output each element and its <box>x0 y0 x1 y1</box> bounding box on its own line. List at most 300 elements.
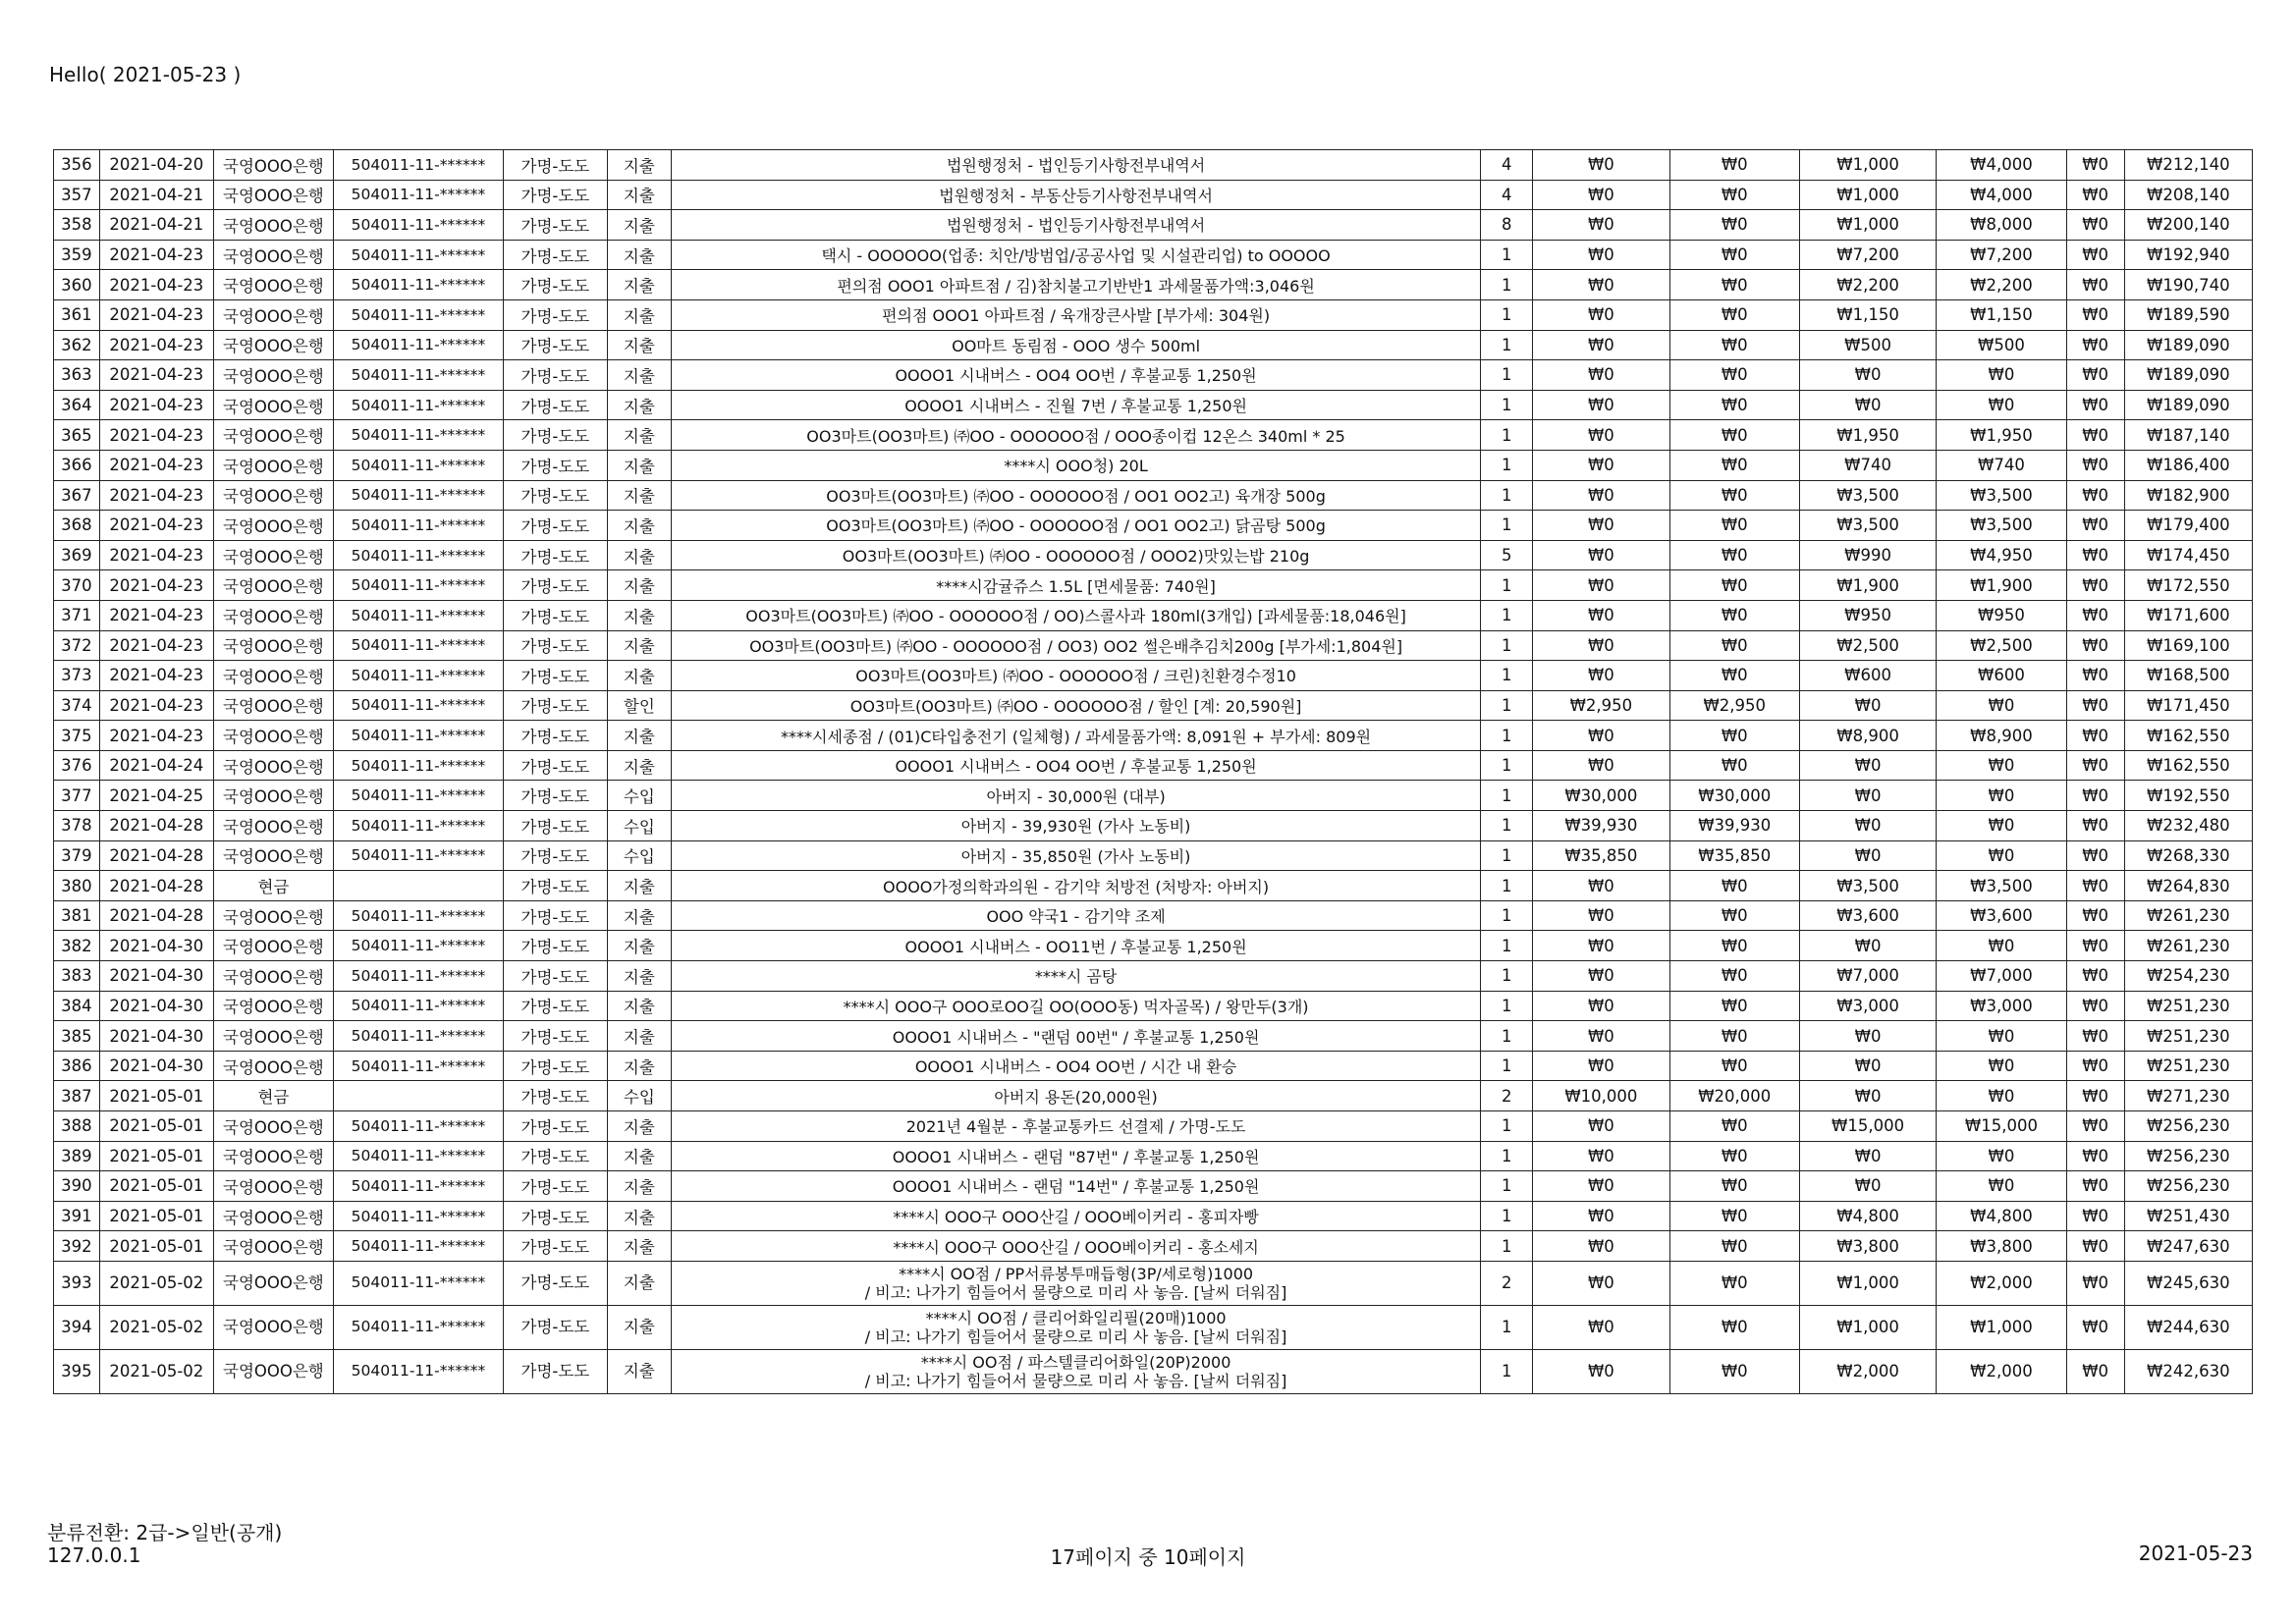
cell-type: 지출 <box>607 180 671 210</box>
cell-bank: 국영OOO은행 <box>213 781 333 811</box>
cell-expense-unit: ₩0 <box>1799 1171 1936 1202</box>
cell-expense-total: ₩4,800 <box>1937 1201 2066 1231</box>
cell-type: 지출 <box>607 240 671 270</box>
cell-row-number: 388 <box>54 1111 100 1142</box>
cell-bank: 국영OOO은행 <box>213 600 333 630</box>
cell-date: 2021-04-23 <box>99 240 213 270</box>
cell-quantity: 1 <box>1481 1349 1533 1393</box>
cell-income-unit: ₩10,000 <box>1533 1081 1669 1111</box>
cell-row-number: 377 <box>54 781 100 811</box>
cell-balance: ₩171,450 <box>2124 690 2252 721</box>
cell-date: 2021-04-23 <box>99 480 213 511</box>
cell-quantity: 1 <box>1481 450 1533 480</box>
cell-income-unit: ₩0 <box>1533 1141 1669 1171</box>
cell-type: 지출 <box>607 1349 671 1393</box>
cell-balance: ₩244,630 <box>2124 1305 2252 1349</box>
cell-bank: 국영OOO은행 <box>213 330 333 360</box>
cell-quantity: 8 <box>1481 210 1533 241</box>
cell-balance: ₩261,230 <box>2124 931 2252 961</box>
cell-date: 2021-04-20 <box>99 150 213 181</box>
cell-type: 지출 <box>607 721 671 751</box>
cell-type: 지출 <box>607 330 671 360</box>
cell-row-number: 364 <box>54 390 100 420</box>
cell-income-unit: ₩0 <box>1533 150 1669 181</box>
cell-adjustment: ₩0 <box>2066 661 2124 691</box>
table-row <box>54 180 2253 210</box>
cell-expense-unit: ₩990 <box>1799 540 1936 570</box>
cell-balance: ₩189,090 <box>2124 330 2252 360</box>
cell-type: 지출 <box>607 450 671 480</box>
classification-label: 분류전환: 2급->일반(공개) <box>47 1521 283 1544</box>
cell-quantity: 1 <box>1481 390 1533 420</box>
table-row <box>54 1111 2253 1142</box>
cell-expense-unit: ₩600 <box>1799 661 1936 691</box>
cell-description: 아버지 - 39,930원 (가사 노동비) <box>671 811 1480 841</box>
table-row <box>54 240 2253 270</box>
cell-income-unit: ₩0 <box>1533 450 1669 480</box>
cell-account: 504011-11-****** <box>333 299 503 330</box>
table-row <box>54 480 2253 511</box>
cell-expense-unit: ₩500 <box>1799 330 1936 360</box>
cell-name: 가명-도도 <box>503 811 607 841</box>
cell-account: 504011-11-****** <box>333 511 503 541</box>
cell-expense-total: ₩3,800 <box>1937 1231 2066 1262</box>
cell-bank: 국영OOO은행 <box>213 420 333 451</box>
table-row <box>54 570 2253 601</box>
cell-income-total: ₩0 <box>1669 210 1799 241</box>
cell-type: 수입 <box>607 811 671 841</box>
cell-income-total: ₩0 <box>1669 871 1799 901</box>
cell-quantity: 1 <box>1481 1305 1533 1349</box>
cell-type: 지출 <box>607 1231 671 1262</box>
cell-type: 지출 <box>607 480 671 511</box>
cell-income-total: ₩0 <box>1669 1111 1799 1142</box>
cell-expense-unit: ₩15,000 <box>1799 1111 1936 1142</box>
cell-expense-total: ₩0 <box>1937 781 2066 811</box>
cell-expense-total: ₩8,000 <box>1937 210 2066 241</box>
cell-expense-unit: ₩3,000 <box>1799 991 1936 1021</box>
cell-bank: 현금 <box>213 1081 333 1111</box>
cell-expense-unit: ₩0 <box>1799 840 1936 871</box>
cell-description: OOOO1 시내버스 - OO11번 / 후불교통 1,250원 <box>671 931 1480 961</box>
cell-quantity: 1 <box>1481 270 1533 300</box>
cell-adjustment: ₩0 <box>2066 270 2124 300</box>
cell-balance: ₩189,090 <box>2124 360 2252 391</box>
cell-income-unit: ₩0 <box>1533 991 1669 1021</box>
cell-row-number: 389 <box>54 1141 100 1171</box>
cell-adjustment: ₩0 <box>2066 630 2124 661</box>
cell-type: 수입 <box>607 781 671 811</box>
cell-quantity: 1 <box>1481 420 1533 451</box>
cell-row-number: 356 <box>54 150 100 181</box>
cell-balance: ₩251,230 <box>2124 1021 2252 1052</box>
cell-balance: ₩190,740 <box>2124 270 2252 300</box>
cell-income-unit: ₩30,000 <box>1533 781 1669 811</box>
cell-type: 지출 <box>607 390 671 420</box>
cell-name: 가명-도도 <box>503 1349 607 1393</box>
cell-bank: 국영OOO은행 <box>213 1021 333 1052</box>
cell-account: 504011-11-****** <box>333 480 503 511</box>
cell-date: 2021-04-23 <box>99 540 213 570</box>
cell-balance: ₩192,550 <box>2124 781 2252 811</box>
cell-adjustment: ₩0 <box>2066 1171 2124 1202</box>
cell-quantity: 1 <box>1481 360 1533 391</box>
cell-account: 504011-11-****** <box>333 330 503 360</box>
cell-quantity: 1 <box>1481 630 1533 661</box>
cell-adjustment: ₩0 <box>2066 1201 2124 1231</box>
cell-date: 2021-05-01 <box>99 1141 213 1171</box>
cell-expense-total: ₩15,000 <box>1937 1111 2066 1142</box>
cell-income-total: ₩0 <box>1669 931 1799 961</box>
cell-account: 504011-11-****** <box>333 690 503 721</box>
cell-date: 2021-04-23 <box>99 360 213 391</box>
cell-balance: ₩251,230 <box>2124 991 2252 1021</box>
cell-quantity: 2 <box>1481 1261 1533 1305</box>
cell-quantity: 1 <box>1481 1231 1533 1262</box>
cell-expense-total: ₩3,500 <box>1937 511 2066 541</box>
cell-type: 지출 <box>607 991 671 1021</box>
table-row <box>54 1051 2253 1081</box>
cell-date: 2021-04-30 <box>99 991 213 1021</box>
cell-income-unit: ₩0 <box>1533 900 1669 931</box>
cell-adjustment: ₩0 <box>2066 511 2124 541</box>
cell-adjustment: ₩0 <box>2066 1051 2124 1081</box>
cell-adjustment: ₩0 <box>2066 690 2124 721</box>
cell-income-unit: ₩0 <box>1533 750 1669 781</box>
cell-name: 가명-도도 <box>503 690 607 721</box>
cell-expense-unit: ₩1,000 <box>1799 210 1936 241</box>
cell-income-unit: ₩0 <box>1533 630 1669 661</box>
cell-expense-total: ₩950 <box>1937 600 2066 630</box>
cell-row-number: 368 <box>54 511 100 541</box>
cell-balance: ₩271,230 <box>2124 1081 2252 1111</box>
cell-balance: ₩200,140 <box>2124 210 2252 241</box>
table-row <box>54 600 2253 630</box>
cell-description: ****시 OO점 / PP서류봉투매듭형(3P/세로형)1000 / 비고: 나가기 힘들어서 물량으로 미리 사 놓음. [날씨 더워짐] <box>671 1261 1480 1305</box>
cell-expense-unit: ₩0 <box>1799 1141 1936 1171</box>
cell-balance: ₩251,430 <box>2124 1201 2252 1231</box>
cell-account: 504011-11-****** <box>333 360 503 391</box>
cell-account: 504011-11-****** <box>333 900 503 931</box>
cell-income-total: ₩0 <box>1669 630 1799 661</box>
cell-expense-unit: ₩7,200 <box>1799 240 1936 270</box>
cell-expense-unit: ₩740 <box>1799 450 1936 480</box>
cell-income-total: ₩0 <box>1669 480 1799 511</box>
cell-type: 지출 <box>607 961 671 992</box>
cell-balance: ₩232,480 <box>2124 811 2252 841</box>
cell-income-unit: ₩2,950 <box>1533 690 1669 721</box>
cell-balance: ₩264,830 <box>2124 871 2252 901</box>
cell-expense-unit: ₩1,000 <box>1799 1305 1936 1349</box>
cell-type: 지출 <box>607 871 671 901</box>
cell-date: 2021-04-23 <box>99 721 213 751</box>
cell-name: 가명-도도 <box>503 570 607 601</box>
cell-row-number: 359 <box>54 240 100 270</box>
cell-balance: ₩192,940 <box>2124 240 2252 270</box>
cell-account: 504011-11-****** <box>333 540 503 570</box>
cell-expense-total: ₩4,000 <box>1937 180 2066 210</box>
cell-income-total: ₩35,850 <box>1669 840 1799 871</box>
cell-balance: ₩186,400 <box>2124 450 2252 480</box>
cell-expense-total: ₩740 <box>1937 450 2066 480</box>
cell-account: 504011-11-****** <box>333 1051 503 1081</box>
cell-date: 2021-04-23 <box>99 330 213 360</box>
cell-balance: ₩212,140 <box>2124 150 2252 181</box>
cell-income-total: ₩30,000 <box>1669 781 1799 811</box>
cell-name: 가명-도도 <box>503 1201 607 1231</box>
cell-account: 504011-11-****** <box>333 570 503 601</box>
cell-row-number: 375 <box>54 721 100 751</box>
cell-account: 504011-11-****** <box>333 150 503 181</box>
cell-balance: ₩168,500 <box>2124 661 2252 691</box>
cell-row-number: 358 <box>54 210 100 241</box>
cell-income-unit: ₩0 <box>1533 1051 1669 1081</box>
cell-type: 지출 <box>607 661 671 691</box>
cell-row-number: 369 <box>54 540 100 570</box>
cell-name: 가명-도도 <box>503 1231 607 1262</box>
cell-account: 504011-11-****** <box>333 1021 503 1052</box>
cell-type: 지출 <box>607 299 671 330</box>
cell-type: 지출 <box>607 750 671 781</box>
cell-description: 아버지 - 35,850원 (가사 노동비) <box>671 840 1480 871</box>
cell-name: 가명-도도 <box>503 840 607 871</box>
cell-income-total: ₩0 <box>1669 390 1799 420</box>
cell-income-unit: ₩0 <box>1533 661 1669 691</box>
cell-date: 2021-04-23 <box>99 299 213 330</box>
cell-account: 504011-11-****** <box>333 1261 503 1305</box>
cell-balance: ₩162,550 <box>2124 750 2252 781</box>
cell-date: 2021-04-23 <box>99 630 213 661</box>
cell-income-total: ₩39,930 <box>1669 811 1799 841</box>
cell-income-unit: ₩0 <box>1533 299 1669 330</box>
cell-account: 504011-11-****** <box>333 1111 503 1142</box>
table-row <box>54 1081 2253 1111</box>
cell-expense-unit: ₩3,500 <box>1799 871 1936 901</box>
table-row <box>54 210 2253 241</box>
table-row <box>54 871 2253 901</box>
cell-name: 가명-도도 <box>503 991 607 1021</box>
cell-account: 504011-11-****** <box>333 450 503 480</box>
cell-description: OOO 약국1 - 감기약 조제 <box>671 900 1480 931</box>
cell-row-number: 366 <box>54 450 100 480</box>
cell-expense-total: ₩1,950 <box>1937 420 2066 451</box>
cell-adjustment: ₩0 <box>2066 420 2124 451</box>
cell-expense-total: ₩2,000 <box>1937 1349 2066 1393</box>
cell-income-unit: ₩0 <box>1533 390 1669 420</box>
cell-date: 2021-04-30 <box>99 1021 213 1052</box>
cell-expense-total: ₩7,200 <box>1937 240 2066 270</box>
cell-quantity: 5 <box>1481 540 1533 570</box>
table-row <box>54 390 2253 420</box>
cell-description: 법원행정처 - 법인등기사항전부내역서 <box>671 150 1480 181</box>
cell-income-total: ₩0 <box>1669 1261 1799 1305</box>
table-row <box>54 150 2253 181</box>
cell-date: 2021-05-02 <box>99 1261 213 1305</box>
cell-row-number: 387 <box>54 1081 100 1111</box>
cell-expense-total: ₩3,500 <box>1937 480 2066 511</box>
cell-bank: 국영OOO은행 <box>213 180 333 210</box>
cell-bank: 국영OOO은행 <box>213 1261 333 1305</box>
cell-account: 504011-11-****** <box>333 1141 503 1171</box>
cell-income-unit: ₩0 <box>1533 240 1669 270</box>
cell-name: 가명-도도 <box>503 450 607 480</box>
cell-expense-unit: ₩1,000 <box>1799 150 1936 181</box>
cell-income-total: ₩0 <box>1669 511 1799 541</box>
cell-expense-total: ₩0 <box>1937 811 2066 841</box>
cell-income-unit: ₩0 <box>1533 330 1669 360</box>
cell-balance: ₩254,230 <box>2124 961 2252 992</box>
cell-bank: 국영OOO은행 <box>213 1201 333 1231</box>
cell-balance: ₩247,630 <box>2124 1231 2252 1262</box>
cell-name: 가명-도도 <box>503 1081 607 1111</box>
cell-row-number: 367 <box>54 480 100 511</box>
table-row <box>54 1201 2253 1231</box>
ledger-body <box>54 150 2253 1394</box>
cell-quantity: 1 <box>1481 690 1533 721</box>
cell-expense-unit: ₩0 <box>1799 1051 1936 1081</box>
cell-balance: ₩172,550 <box>2124 570 2252 601</box>
cell-type: 지출 <box>607 1201 671 1231</box>
cell-expense-unit: ₩0 <box>1799 1081 1936 1111</box>
cell-quantity: 1 <box>1481 1201 1533 1231</box>
cell-quantity: 1 <box>1481 480 1533 511</box>
cell-income-total: ₩0 <box>1669 450 1799 480</box>
cell-balance: ₩208,140 <box>2124 180 2252 210</box>
cell-account: 504011-11-****** <box>333 781 503 811</box>
cell-income-total: ₩0 <box>1669 1231 1799 1262</box>
cell-adjustment: ₩0 <box>2066 240 2124 270</box>
cell-income-total: ₩0 <box>1669 961 1799 992</box>
cell-type: 지출 <box>607 210 671 241</box>
cell-account: 504011-11-****** <box>333 991 503 1021</box>
cell-quantity: 1 <box>1481 961 1533 992</box>
cell-income-total: ₩0 <box>1669 150 1799 181</box>
cell-balance: ₩261,230 <box>2124 900 2252 931</box>
cell-description: 택시 - OOOOOO(업종: 치안/방범업/공공사업 및 시설관리업) to OOOOO <box>671 240 1480 270</box>
table-row <box>54 360 2253 391</box>
cell-expense-total: ₩4,950 <box>1937 540 2066 570</box>
table-row <box>54 1171 2253 1202</box>
cell-account: 504011-11-****** <box>333 420 503 451</box>
cell-row-number: 374 <box>54 690 100 721</box>
cell-bank: 국영OOO은행 <box>213 750 333 781</box>
cell-adjustment: ₩0 <box>2066 1349 2124 1393</box>
cell-name: 가명-도도 <box>503 270 607 300</box>
cell-row-number: 385 <box>54 1021 100 1052</box>
cell-account: 504011-11-****** <box>333 1231 503 1262</box>
cell-income-total: ₩0 <box>1669 330 1799 360</box>
table-row <box>54 661 2253 691</box>
cell-income-unit: ₩0 <box>1533 180 1669 210</box>
cell-expense-unit: ₩1,000 <box>1799 1261 1936 1305</box>
cell-income-total: ₩0 <box>1669 270 1799 300</box>
cell-account: 504011-11-****** <box>333 961 503 992</box>
cell-account <box>333 871 503 901</box>
cell-description: OOOO1 시내버스 - OO4 OO번 / 시간 내 환승 <box>671 1051 1480 1081</box>
cell-adjustment: ₩0 <box>2066 570 2124 601</box>
cell-bank: 국영OOO은행 <box>213 1111 333 1142</box>
cell-date: 2021-04-24 <box>99 750 213 781</box>
cell-expense-unit: ₩3,600 <box>1799 900 1936 931</box>
cell-income-total: ₩0 <box>1669 991 1799 1021</box>
table-row <box>54 330 2253 360</box>
cell-name: 가명-도도 <box>503 750 607 781</box>
cell-account: 504011-11-****** <box>333 210 503 241</box>
cell-balance: ₩242,630 <box>2124 1349 2252 1393</box>
cell-account: 504011-11-****** <box>333 1171 503 1202</box>
cell-name: 가명-도도 <box>503 210 607 241</box>
cell-type: 지출 <box>607 270 671 300</box>
cell-quantity: 1 <box>1481 840 1533 871</box>
cell-description: ****시 OOO구 OOO산길 / OOO베이커리 - 홍소세지 <box>671 1231 1480 1262</box>
cell-type: 지출 <box>607 1051 671 1081</box>
cell-quantity: 4 <box>1481 180 1533 210</box>
cell-expense-total: ₩0 <box>1937 1051 2066 1081</box>
cell-name: 가명-도도 <box>503 1051 607 1081</box>
cell-name: 가명-도도 <box>503 781 607 811</box>
cell-income-total: ₩0 <box>1669 240 1799 270</box>
cell-bank: 국영OOO은행 <box>213 1051 333 1081</box>
cell-expense-total: ₩600 <box>1937 661 2066 691</box>
cell-account: 504011-11-****** <box>333 811 503 841</box>
cell-bank: 현금 <box>213 871 333 901</box>
cell-type: 지출 <box>607 931 671 961</box>
cell-expense-total: ₩1,150 <box>1937 299 2066 330</box>
cell-row-number: 382 <box>54 931 100 961</box>
cell-quantity: 1 <box>1481 330 1533 360</box>
cell-name: 가명-도도 <box>503 600 607 630</box>
cell-bank: 국영OOO은행 <box>213 390 333 420</box>
cell-type: 지출 <box>607 540 671 570</box>
cell-expense-unit: ₩0 <box>1799 1021 1936 1052</box>
cell-adjustment: ₩0 <box>2066 150 2124 181</box>
cell-row-number: 383 <box>54 961 100 992</box>
table-row <box>54 450 2253 480</box>
cell-income-unit: ₩0 <box>1533 270 1669 300</box>
cell-date: 2021-05-01 <box>99 1231 213 1262</box>
cell-type: 지출 <box>607 1305 671 1349</box>
cell-adjustment: ₩0 <box>2066 871 2124 901</box>
cell-date: 2021-04-23 <box>99 690 213 721</box>
cell-expense-unit: ₩4,800 <box>1799 1201 1936 1231</box>
cell-income-unit: ₩0 <box>1533 931 1669 961</box>
cell-balance: ₩182,900 <box>2124 480 2252 511</box>
cell-income-unit: ₩39,930 <box>1533 811 1669 841</box>
cell-expense-total: ₩3,000 <box>1937 991 2066 1021</box>
cell-income-total: ₩0 <box>1669 1305 1799 1349</box>
cell-date: 2021-04-23 <box>99 420 213 451</box>
cell-date: 2021-04-28 <box>99 840 213 871</box>
cell-expense-unit: ₩1,150 <box>1799 299 1936 330</box>
cell-expense-total: ₩0 <box>1937 840 2066 871</box>
cell-adjustment: ₩0 <box>2066 1305 2124 1349</box>
cell-account: 504011-11-****** <box>333 390 503 420</box>
cell-income-total: ₩0 <box>1669 721 1799 751</box>
cell-income-unit: ₩0 <box>1533 1261 1669 1305</box>
cell-type: 할인 <box>607 690 671 721</box>
cell-quantity: 1 <box>1481 1111 1533 1142</box>
cell-account: 504011-11-****** <box>333 270 503 300</box>
cell-type: 지출 <box>607 1261 671 1305</box>
cell-row-number: 373 <box>54 661 100 691</box>
cell-income-unit: ₩35,850 <box>1533 840 1669 871</box>
cell-row-number: 384 <box>54 991 100 1021</box>
cell-income-total: ₩0 <box>1669 299 1799 330</box>
cell-quantity: 1 <box>1481 511 1533 541</box>
cell-date: 2021-04-21 <box>99 180 213 210</box>
cell-income-total: ₩0 <box>1669 600 1799 630</box>
cell-description: OOOO가정의학과의원 - 감기약 처방전 (처방자: 아버지) <box>671 871 1480 901</box>
